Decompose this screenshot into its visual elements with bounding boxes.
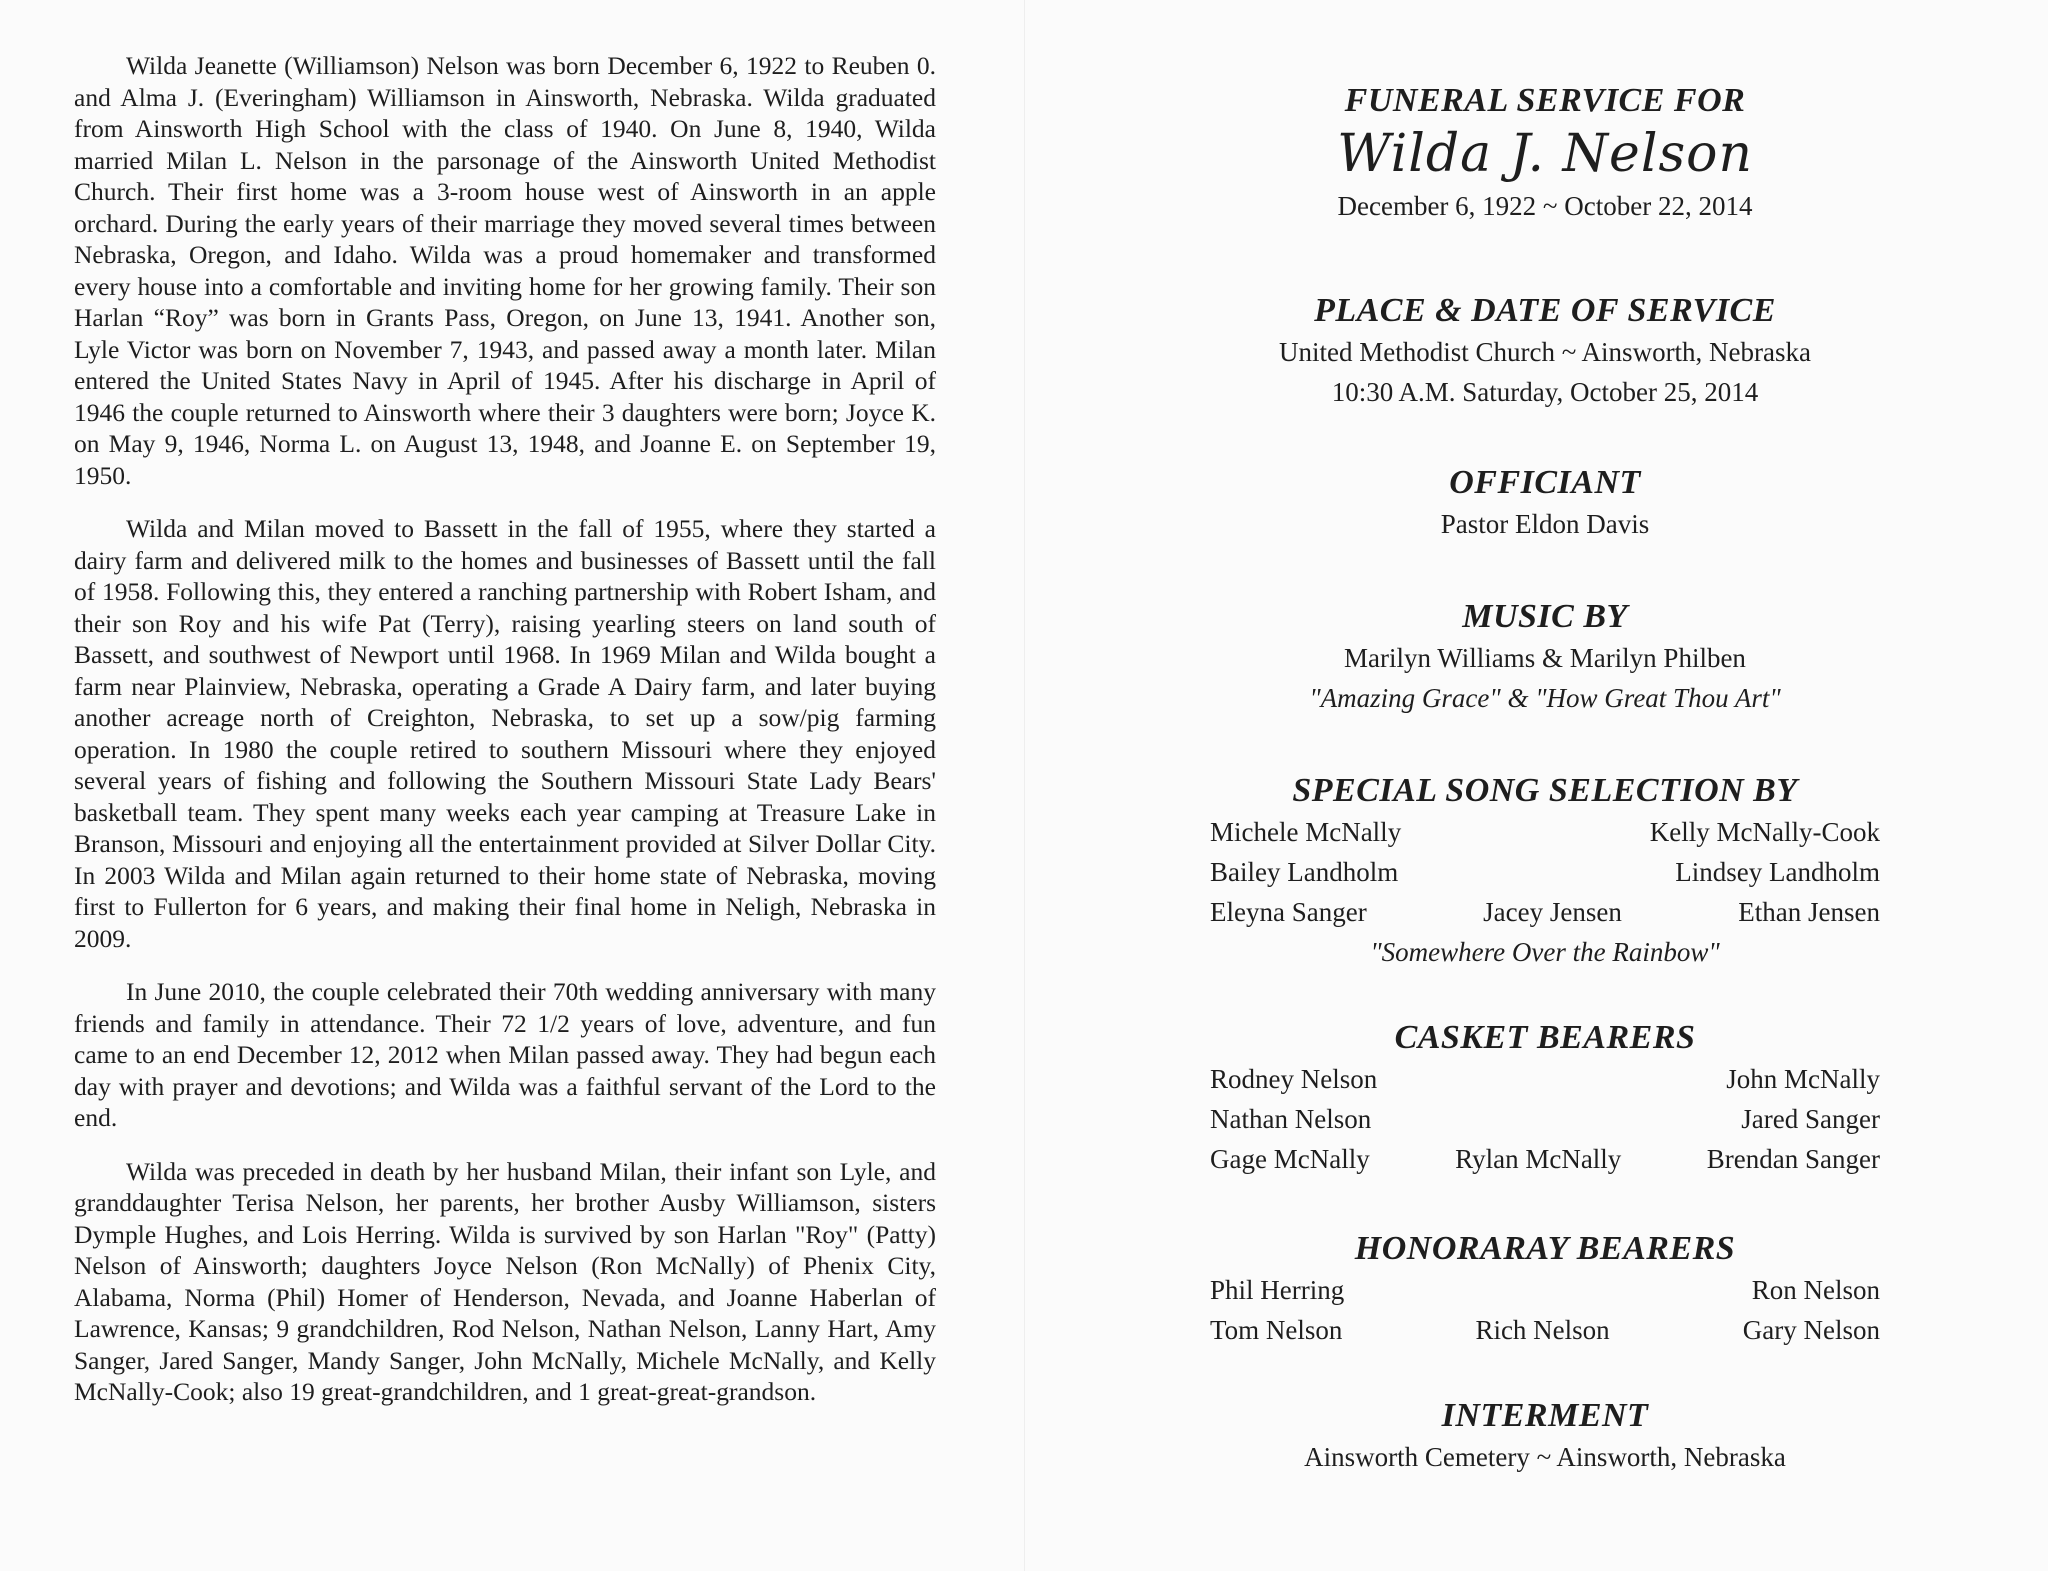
casket-row-3 (1210, 1139, 1880, 1179)
casket-bearers-heading: CASKET BEARERS (1394, 1019, 1696, 1056)
casket-row-2 (1210, 1099, 1880, 1139)
special-song-row-3 (1210, 892, 1880, 932)
place-heading: PLACE & DATE OF SERVICE (1314, 292, 1776, 329)
obituary-paragraph-1: Wilda Jeanette (Williamson) Nelson was born December 6, 1922 to Reuben 0. and Alma J. (Everingham) Williamson in Ainsworth, Nebraska. Wilda graduated from Ainsworth High School with the class of 1940. On June 8, 1940, Wilda married Milan L. Nelson in the parsonage of the Ainsworth United Methodist Church. Their first home was a 3-room house west of Ainsworth in an apple orchard. During the early years of their marriage they moved several times between Nebraska, Oregon, and Idaho. Wilda was a proud homemaker and transformed every house into a comfortable and inviting home for her growing family. Their son Harlan “Roy” was born in Grants Pass, Oregon, on June 13, 1941. Another son, Lyle Victor was born on November 7, 1943, and passed away a month later. Milan entered the United States Navy in April of 1945. After his discharge in April of 1946 the couple returned to Ainsworth where their 3 daughters were born; Joyce K. on May 9, 1946, Norma L. on August 13, 1948, and Joanne E. on September 19, 1950. (74, 51, 936, 490)
special-song-heading: SPECIAL SONG SELECTION BY (1292, 772, 1798, 809)
honorary-bearers-heading: HONORARAY BEARERS (1354, 1230, 1736, 1267)
casket-bearers-section (1210, 1017, 1880, 1179)
music-heading: MUSIC BY (1462, 598, 1628, 635)
singer-name: Ethan Jensen (1738, 897, 1880, 927)
bearer-name: Ron Nelson (1751, 1275, 1880, 1305)
bearer-name: Rich Nelson (1475, 1315, 1610, 1345)
special-song-title: "Somewhere Over the Rainbow" (1370, 937, 1720, 967)
special-song-row-2 (1210, 852, 1880, 892)
officiant-section (1210, 462, 1880, 544)
obituary-paragraph-3: In June 2010, the couple celebrated their 70th wedding anniversary with many friends and family in attendance. Their 72 1/2 years of love, adventure, and fun came to an end December 12, 2012 when Milan passed away. They had begun each day with prayer and devotions; and Wilda was a faithful servant of the Lord to the end. (74, 977, 936, 1132)
obituary-paragraph-4: Wilda was preceded in death by her husband Milan, their infant son Lyle, and granddaughter Terisa Nelson, her parents, her brother Ausby Williamson, sisters Dymple Hughes, and Lois Herring. Wilda is survived by son Harlan "Roy" (Patty) Nelson of Ainsworth; daughters Joyce Nelson (Ron McNally) of Phenix City, Alabama, Norma (Phil) Homer of Henderson, Nevada, and Joanne Haberlan of Lawrence, Kansas; 9 grandchildren, Rod Nelson, Nathan Nelson, Lanny Hart, Amy Sanger, Jared Sanger, Mandy Sanger, John McNally, Michele McNally, and Kelly McNally-Cook; also 19 great-grandchildren, and 1 great-great-grandson. (74, 1156, 936, 1406)
service-location: United Methodist Church ~ Ainsworth, Nebraska (1278, 337, 1812, 367)
title-section (1210, 80, 1880, 226)
place-section (1210, 290, 1880, 412)
honorary-row-1 (1210, 1270, 1880, 1310)
singer-name: Michele McNally (1210, 817, 1402, 847)
honorary-row-2 (1210, 1310, 1880, 1350)
bearer-name: Gary Nelson (1742, 1315, 1880, 1345)
bearer-name: Rylan McNally (1455, 1144, 1622, 1174)
singer-name: Jacey Jensen (1483, 897, 1622, 927)
bearer-name: Jared Sanger (1741, 1104, 1880, 1134)
casket-row-1 (1210, 1059, 1880, 1099)
deceased-name: Wilda J. Nelson (1337, 124, 1753, 184)
interment-section (1210, 1395, 1880, 1477)
page-fold (1024, 0, 1025, 1571)
bearer-name: Tom Nelson (1210, 1315, 1343, 1345)
special-song-section (1210, 770, 1880, 972)
bearer-name: Phil Herring (1210, 1275, 1345, 1305)
service-time: 10:30 A.M. Saturday, October 25, 2014 (1331, 377, 1759, 407)
officiant-name: Pastor Eldon Davis (1440, 509, 1650, 539)
music-performers: Marilyn Williams & Marilyn Philben (1344, 643, 1746, 673)
music-songs: "Amazing Grace" & "How Great Thou Art" (1309, 683, 1781, 713)
special-song-row-1 (1210, 812, 1880, 852)
bearer-name: Brendan Sanger (1706, 1144, 1880, 1174)
officiant-heading: OFFICIANT (1449, 464, 1641, 501)
honorary-bearers-section (1210, 1228, 1880, 1350)
bearer-name: Nathan Nelson (1210, 1104, 1372, 1134)
obituary-column (74, 50, 936, 1430)
interment-location: Ainsworth Cemetery ~ Ainsworth, Nebraska (1304, 1442, 1786, 1472)
singer-name: Bailey Landholm (1210, 857, 1399, 887)
singer-name: Eleyna Sanger (1210, 897, 1367, 927)
singer-name: Kelly McNally-Cook (1649, 817, 1880, 847)
bearer-name: Gage McNally (1210, 1144, 1370, 1174)
interment-heading: INTERMENT (1441, 1397, 1649, 1434)
life-dates: December 6, 1922 ~ October 22, 2014 (1337, 191, 1753, 221)
title-heading: FUNERAL SERVICE FOR (1344, 82, 1746, 119)
singer-name: Lindsey Landholm (1675, 857, 1880, 887)
bearer-name: Rodney Nelson (1210, 1064, 1378, 1094)
bearer-name: John McNally (1726, 1064, 1880, 1094)
obituary-paragraph-2: Wilda and Milan moved to Bassett in the fall of 1955, where they started a dairy farm and delivered milk to the homes and businesses of Bassett until the fall of 1958. Following this, they entered a ranching partnership with Robert Isham, and their son Roy and his wife Pat (Terry), raising yearling steers on land south of Bassett, and southwest of Newport until 1968. In 1969 Milan and Wilda bought a farm near Plainview, Nebraska, operating a Grade A Dairy farm, and later buying another acreage north of Creighton, Nebraska, to set up a sow/pig farming operation. In 1980 the couple retired to southern Missouri where they enjoyed several years of fishing and following the Southern Missouri State Lady Bears' basketball team. They spent many weeks each year camping at Treasure Lake in Branson, Missouri and enjoying all the entertainment provided at Silver Dollar City. In 2003 Wilda and Milan again returned to their home state of Nebraska, moving first to Fullerton for 6 years, and making their final home in Neligh, Nebraska in 2009. (74, 514, 936, 953)
music-section (1210, 596, 1880, 718)
